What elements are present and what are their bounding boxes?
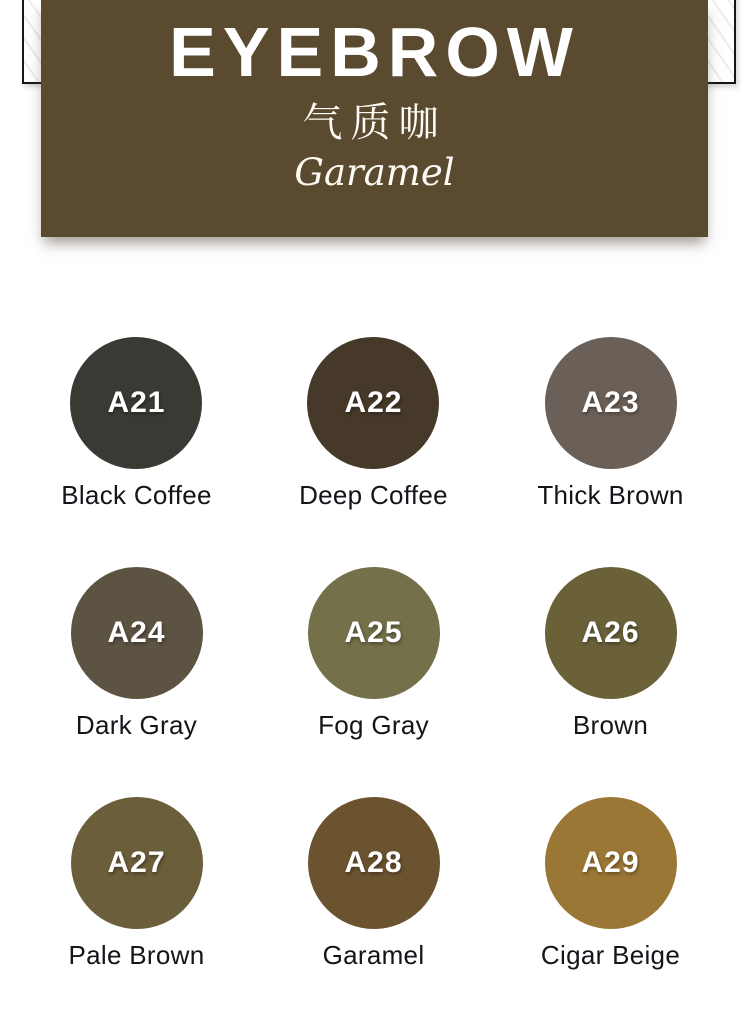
- banner: [41, 0, 708, 237]
- swatch-cell-a24: [71, 567, 203, 797]
- swatch-code-label: A27: [107, 846, 166, 879]
- swatch-cell-a21: [61, 337, 212, 567]
- banner-subtitle-chinese: 气质咖: [302, 101, 447, 145]
- swatch-code-label: A28: [344, 846, 403, 879]
- swatch-name-label: Deep Coffee: [299, 480, 448, 510]
- swatch-circle: [71, 797, 203, 929]
- swatch-cell-a29: [541, 797, 680, 1027]
- swatch-code-label: A22: [344, 386, 403, 419]
- swatch-name-label: Fog Gray: [318, 710, 429, 740]
- swatch-cell-a26: [545, 567, 677, 797]
- swatch-code-label: A21: [107, 386, 166, 419]
- swatch-code-label: A25: [344, 616, 403, 649]
- swatch-name-label: Dark Gray: [75, 710, 198, 740]
- swatch-circle: [70, 337, 202, 469]
- swatch-cell-a23: [537, 337, 683, 567]
- swatch-name-label: Garamel: [322, 940, 425, 970]
- swatch-circle: [308, 567, 440, 699]
- swatch-circle: [71, 567, 203, 699]
- banner-title: EYEBROW: [169, 13, 580, 91]
- swatch-code-label: A23: [581, 386, 640, 419]
- swatch-circle: [307, 337, 439, 469]
- swatch-cell-a27: [69, 797, 205, 1027]
- swatch-cell-a22: [299, 337, 448, 567]
- swatch-name-label: Cigar Beige: [540, 940, 681, 970]
- swatch-name-label: Black Coffee: [61, 480, 212, 510]
- swatch-grid: [18, 337, 729, 1027]
- swatch-name-label: Pale Brown: [68, 940, 205, 970]
- swatch-circle: [545, 567, 677, 699]
- swatch-circle: [545, 337, 677, 469]
- swatch-code-label: A29: [581, 846, 640, 879]
- banner-subtitle-script: Garamel: [294, 151, 455, 194]
- swatch-cell-a25: [308, 567, 440, 797]
- swatch-name-label: Thick Brown: [537, 480, 684, 510]
- swatch-cell-a28: [308, 797, 440, 1027]
- swatch-code-label: A26: [581, 616, 640, 649]
- swatch-name-label: Brown: [572, 710, 649, 740]
- swatch-circle: [308, 797, 440, 929]
- swatch-circle: [545, 797, 677, 929]
- swatch-code-label: A24: [107, 616, 166, 649]
